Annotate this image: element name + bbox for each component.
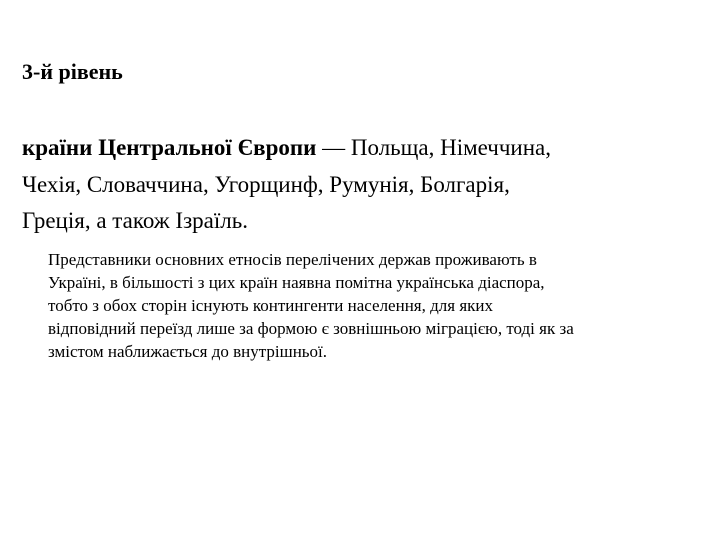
sub-paragraph-line: Україні, в більшості з цих країн наявна помітна українська діаспора, [48, 273, 545, 292]
sub-paragraph-line: відповідний переїзд лише за формою є зовнішньою міграцією, тоді як за [48, 319, 574, 338]
main-paragraph-line-1-rest: — Польща, Німеччина, [316, 135, 551, 160]
sub-paragraph-line: Представники основних етносів перелічених держав проживають в [48, 250, 537, 269]
sub-paragraph-line: змістом наближається до внутрішньої. [48, 342, 328, 361]
main-paragraph [22, 130, 702, 240]
main-paragraph-line-2: Чехія, Словаччина, Угорщинф, Румунія, Болгарія, [22, 171, 510, 197]
sub-paragraph [48, 248, 693, 363]
main-paragraph-line-3: Греція, а також Ізраїль. [22, 208, 248, 233]
sub-paragraph-line: тобто з обох сторін існують контингенти населення, для яких [48, 296, 493, 315]
main-paragraph-bold: країни Центральної Європи [22, 135, 317, 160]
slide-heading: 3-й рівень [22, 59, 123, 84]
